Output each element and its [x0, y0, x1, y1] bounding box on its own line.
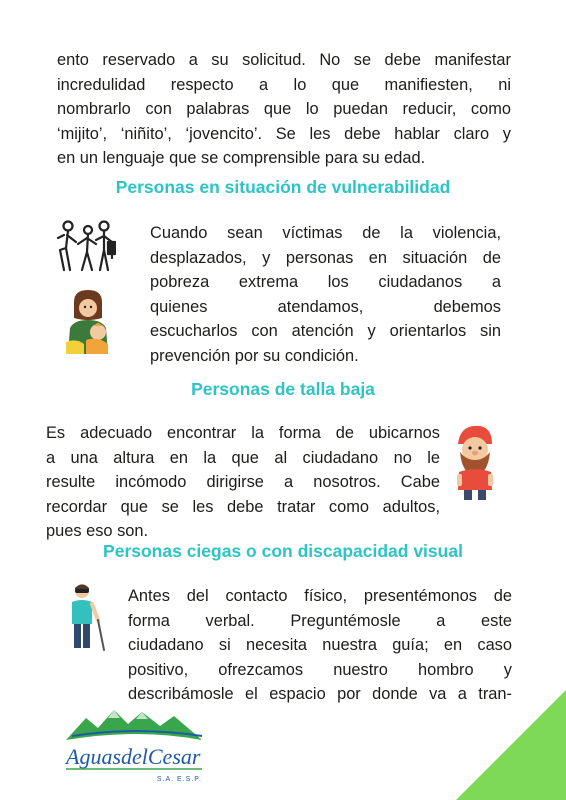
text-line: recordar que se les debe tratar como adultos, [46, 497, 440, 516]
intro-paragraph [57, 48, 511, 171]
text-line: ‘mijito’, ‘niñito’, ‘jovencito’. Se les debe hablar claro y [57, 124, 511, 143]
text-line: positivo, ofrezcamos nuestro hombro y [128, 660, 512, 679]
section-paragraph-vulnerabilidad [150, 221, 501, 369]
text-line: prevención por su condición. [150, 346, 359, 365]
text-line: incredulidad respecto a lo que manifiesten, ni [57, 75, 511, 94]
logo-brand-text: AguasdelCesar [66, 744, 201, 769]
corner-decoration [456, 690, 566, 800]
text-line: escucharlos con atención y orientarlos sin [150, 322, 501, 341]
section-heading-talla-baja: Personas de talla baja [191, 379, 375, 399]
dwarf-icon [450, 422, 500, 502]
text-line: forma verbal. Preguntémosle a este [128, 611, 512, 630]
text-line: quienes atendamos, debemos [150, 297, 501, 316]
text-line: en un lenguaje que se comprensible para su edad. [57, 149, 426, 168]
text-line: resulte incómodo dirigirse a nosotros. Cabe [46, 473, 440, 492]
text-line: describámosle el espacio por donde va a tran- [128, 685, 512, 704]
mother-child-icon [64, 288, 114, 354]
text-line: Es adecuado encontrar la forma de ubicarnos [46, 424, 440, 442]
text-line: pues eso son. [46, 522, 149, 541]
section-heading-vulnerabilidad: Personas en situación de vulnerabilidad [115, 177, 451, 197]
text-line: Antes del contacto físico, presentémonos de [128, 587, 512, 605]
text-line: ciudadano si necesita nuestra guía; en caso [128, 636, 512, 655]
text-line: nombrarlo con palabras que lo puedan reducir, como [57, 100, 511, 119]
text-line: ento reservado a su solicitud. No se debe manifestar [57, 51, 511, 69]
section-paragraph-ciegas [128, 584, 512, 707]
text-line: desplazados, y personas en situación de [150, 248, 501, 267]
text-line: a una altura en la que al ciudadano no le [46, 448, 440, 467]
text-line: pobreza extrema los ciudadanos a [150, 273, 501, 292]
company-logo [62, 706, 212, 790]
blind-person-icon [62, 582, 106, 652]
section-paragraph-talla-baja [46, 421, 440, 544]
logo-suffix-text: S.A. E.S.P. [156, 776, 202, 783]
text-line: Cuando sean víctimas de la violencia, [150, 224, 501, 242]
displaced-family-icon [54, 218, 116, 276]
section-heading-ciegas: Personas ciegas o con discapacidad visual [103, 541, 463, 561]
